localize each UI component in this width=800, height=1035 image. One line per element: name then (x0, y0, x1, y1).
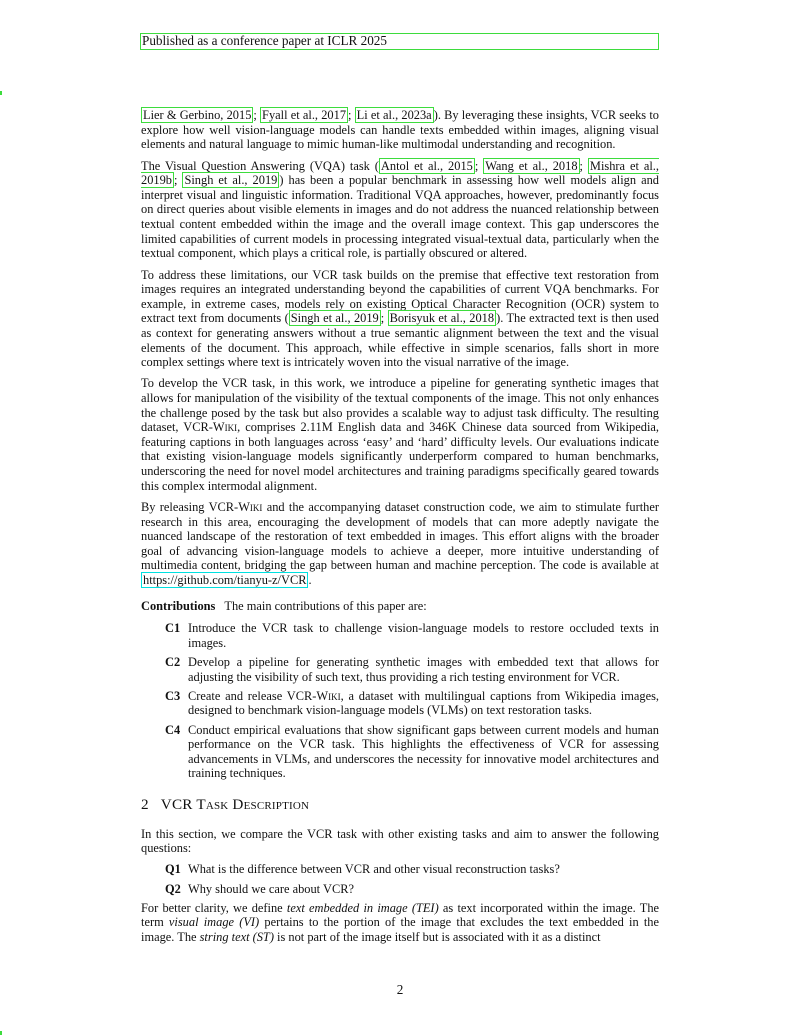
paragraph-4: To develop the VCR task, in this work, we introduce a pipeline for generating synthetic images that allows for manipulation of the visibility of the textual components of the image. This not only enhances the challenge posed by the task but also provides a scalable way to adjust task difficulty. The resulting dataset, VCR-Wiki, comprises 2.11M English data and 346K Chinese data sourced from Wikipedia, featuring captions in both languages across ‘easy’ and ‘hard’ difficulty levels. Our evaluations indicate that existing vision-language models significantly underperform compared to human benchmarks, underscoring the need for novel model architectures and training paradigms specifically geared towards this complex intermodal alignment. (141, 376, 659, 493)
citation-link[interactable]: Singh et al., 2019 (184, 173, 278, 188)
body-text (141, 108, 659, 951)
questions-list (165, 862, 659, 896)
citation-link[interactable]: Wang et al., 2018 (485, 158, 578, 173)
list-item: C2 Develop a pipeline for generating synthetic images with embedded text that allows for adjusting the visibility of such text, thus providing a rich testing environment for VCR. (165, 654, 659, 684)
code-url-link[interactable]: https://github.com/tianyu-z/VCR (143, 573, 307, 587)
citation-link[interactable]: Singh et al., 2019 (290, 311, 379, 326)
citation-link[interactable]: Mishra et al., 2019b (141, 158, 659, 188)
citation-link[interactable]: Li et al., 2023a (356, 108, 432, 122)
list-item: C4 Conduct empirical evaluations that show significant gaps between current models and human performance on the VCR task. This highlights the effectiveness of VCR for assessing advancements in VLMs, and underscores the necessity for innovative model architectures and training techniques. (165, 722, 659, 781)
margin-mark (0, 91, 2, 95)
list-item: C3 Create and release VCR-Wiki, a dataset with multilingual captions from Wikipedia images, designed to benchmark vision-language models (VLMs) on text restoration tasks. (165, 688, 659, 718)
paragraph-1: Lier & Gerbino, 2015 ; Fyall et al., 2017 ; Li et al., 2023a ). By leveraging these insights, VCR seeks to explore how well vision-language models can handle texts embedded within images, aligning visual elements and natural language to mimic human-like multimodal understanding and recognition. (141, 108, 659, 152)
list-item: Q2 Why should we care about VCR? (165, 881, 354, 896)
contributions-paragraph: Contributions The main contributions of this paper are: (141, 598, 427, 613)
paragraph-3: To address these limitations, our VCR task builds on the premise that effective text restoration from images requires an integrated understanding beyond the capabilities of current VQA benchmarks. For example, in extreme cases, models rely on existing Optical Character Recognition (OCR) system to extract text from documents ( Singh et al., 2019 ; Borisyuk et al., 2018 ). The extracted text is then used as context for generating answers without a true semantic alignment between the text and the visual elements of the document. This approach, while effective in simple scenarios, falls short in more complex settings where text is intricately woven into the visual narrative of the image. (141, 267, 659, 370)
margin-mark (0, 1031, 2, 1035)
paragraph-5: By releasing VCR-Wiki and the accompanying dataset construction code, we aim to stimulate further research in this area, encouraging the development of models that can more adeptly navigate the nuanced landscape of the restoration of text embedded in images. This effort aligns with the broader goal of advancing vision-language models to achieve a deeper, more intuitive understanding of multimedia content, bridging the gap between human and machine perception. The code is available at https://github.com/tianyu-z/VCR . (141, 500, 659, 587)
citation-link[interactable]: Borisyuk et al., 2018 (389, 311, 495, 326)
section-intro: In this section, we compare the VCR task with other existing tasks and aim to answer the following questions: (141, 826, 659, 856)
contributions-list (165, 621, 659, 781)
definitions-paragraph: For better clarity, we define text embedded in image (TEI) as text incorporated within the image. The term visual image (VI) pertains to the portion of the image that excludes the text embedded in the image. The string text (ST) is not part of the image itself but is associated with it as a distinct (141, 900, 660, 945)
section-heading: 2 VCR Task Description (141, 795, 310, 813)
list-item: C1 Introduce the VCR task to challenge vision-language models to restore occluded texts in images. (165, 621, 659, 650)
dataset-name: Wiki (238, 500, 263, 515)
paragraph-2: The Visual Question Answering (VQA) task ( Antol et al., 2015 ; Wang et al., 2018 ; Mishra et al., 2019b ; Singh et al., 2019 ) has been a popular benchmark in assessing how well models align and interpret visual and linguistic information. Traditional VQA approaches, however, predominantly focus on direct queries about visible elements in images and do not address the nuanced relationship between textual content embedded within the image and the overall image context. This gap underscores the limited capabilities of current models in processing integrated visual-textual data, particularly when the textual component, which plays a critical role, is partially obscured or altered. (141, 158, 659, 261)
list-item: Q1 What is the difference between VCR and other visual reconstruction tasks? (165, 862, 560, 877)
dataset-name: Wiki (316, 688, 341, 703)
running-header: Published as a conference paper at ICLR 2025 (140, 33, 659, 50)
citation-link[interactable]: Fyall et al., 2017 (262, 108, 347, 122)
page-number: 2 (396, 982, 404, 997)
dataset-name: Wiki (212, 420, 238, 435)
citation-link[interactable]: Lier & Gerbino, 2015 (143, 108, 252, 122)
citation-link[interactable]: Antol et al., 2015 (380, 158, 473, 173)
paragraph-heading: Contributions (141, 598, 216, 613)
